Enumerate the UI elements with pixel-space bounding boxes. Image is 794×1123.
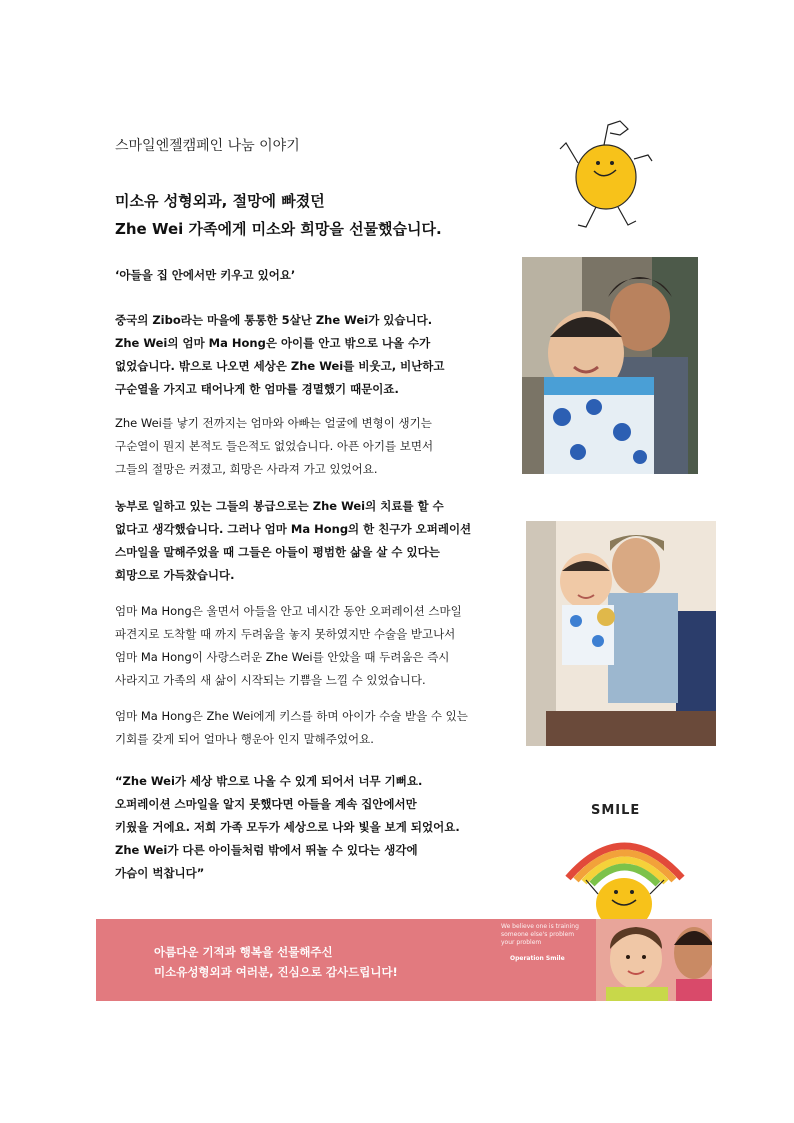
paragraph-line: 사라지고 가족의 새 삶이 시작되는 기쁨을 느낄 수 있었습니다. [115, 673, 426, 687]
paragraph-5 [115, 705, 468, 751]
banner-line-2: 미소유성형외과 여러분, 진심으로 감사드립니다! [154, 965, 398, 979]
banner-tagline-line: someone else's problem [501, 931, 575, 938]
paragraph-line: Zhe Wei를 낳기 전까지는 엄마와 아빠는 얼굴에 변형이 생기는 [115, 416, 432, 430]
banner-text [154, 942, 398, 982]
paragraph-line: 엄마 Ma Hong은 울면서 아들을 안고 네시간 동안 오퍼레이션 스마일 [115, 604, 462, 618]
banner-line-1: 아름다운 기적과 행복을 선물해주신 [154, 945, 333, 959]
paragraph-line: 엄마 Ma Hong은 Zhe Wei에게 키스를 하며 아이가 수술 받을 수 있는 [115, 709, 468, 723]
banner-tagline-line: your problem [501, 939, 542, 946]
mascot-top-icon [556, 115, 656, 233]
paragraph-line: 키웠을 거에요. 저희 가족 모두가 세상으로 나와 빛을 보게 되었어요. [115, 820, 460, 834]
paragraph-line: 구순열이 뭔지 본적도 들은적도 없었습니다. 아픈 아기를 보면서 [115, 439, 434, 453]
banner-tagline-line: We believe one is training [501, 923, 579, 930]
headline-line-1: 미소유 성형외과, 절망에 빠졌던 [115, 192, 325, 210]
photo-mother-and-baby [522, 257, 698, 474]
smile-label: SMILE [591, 803, 641, 818]
thank-you-banner [96, 919, 712, 1001]
closing-quote [115, 770, 460, 885]
paragraph-line: 중국의 Zibo라는 마을에 통통한 5살난 Zhe Wei가 있습니다. [115, 313, 433, 327]
paragraph-3 [115, 495, 471, 587]
headline [115, 187, 442, 243]
photo-volunteer-and-baby [526, 521, 716, 746]
headline-line-2: Zhe Wei 가족에게 미소와 희망을 선물했습니다. [115, 220, 442, 238]
paragraph-line: 기회를 갖게 되어 얼마나 행운아 인지 말해주었어요. [115, 732, 374, 746]
paragraph-2 [115, 412, 433, 481]
rainbow-mascot-icon [560, 820, 690, 922]
paragraph-line: 스마일을 말해주었을 때 그들은 아들이 평범한 삶을 살 수 있다는 [115, 545, 440, 559]
paragraph-line: Zhe Wei가 다른 아이들처럼 밖에서 뛰놀 수 있다는 생각에 [115, 843, 418, 857]
paragraph-line: 농부로 일하고 있는 그들의 봉급으로는 Zhe Wei의 치료를 할 수 [115, 499, 444, 513]
paragraph-line: 엄마 Ma Hong이 사랑스러운 Zhe Wei를 안았을 때 두려움은 즉시 [115, 650, 450, 664]
paragraph-line: Zhe Wei의 엄마 Ma Hong은 아이를 안고 밖으로 나올 수가 [115, 336, 431, 350]
campaign-label: 스마일엔젤캠페인 나눔 이야기 [115, 138, 300, 154]
paragraph-line: “Zhe Wei가 세상 밖으로 나올 수 있게 되어서 너무 기뻐요. [115, 774, 423, 788]
intro-quote: ‘아들을 집 안에서만 키우고 있어요’ [115, 268, 296, 282]
paragraph-line: 희망으로 가득찼습니다. [115, 568, 235, 582]
paragraph-1 [115, 309, 445, 401]
paragraph-line: 파견지로 도착할 때 까지 두려움을 놓지 못하였지만 수술을 받고나서 [115, 627, 456, 641]
operation-smile-logo: Operation Smile [510, 955, 565, 962]
banner-tagline [501, 923, 579, 947]
paragraph-line: 그들의 절망은 커졌고, 희망은 사라져 가고 있었어요. [115, 462, 378, 476]
paragraph-4 [115, 600, 462, 692]
paragraph-line: 없다고 생각했습니다. 그러나 엄마 Ma Hong의 한 친구가 오퍼레이션 [115, 522, 472, 536]
paragraph-line: 구순열을 가지고 태어나게 한 엄마를 경멸했기 때문이죠. [115, 382, 399, 396]
paragraph-line: 가슴이 벅찹니다” [115, 866, 205, 880]
paragraph-line: 없었습니다. 밖으로 나오면 세상은 Zhe Wei를 비웃고, 비난하고 [115, 359, 445, 373]
paragraph-line: 오퍼레이션 스마일을 알지 못했다면 아들을 계속 집안에서만 [115, 797, 417, 811]
banner-children-photo [596, 919, 712, 1001]
